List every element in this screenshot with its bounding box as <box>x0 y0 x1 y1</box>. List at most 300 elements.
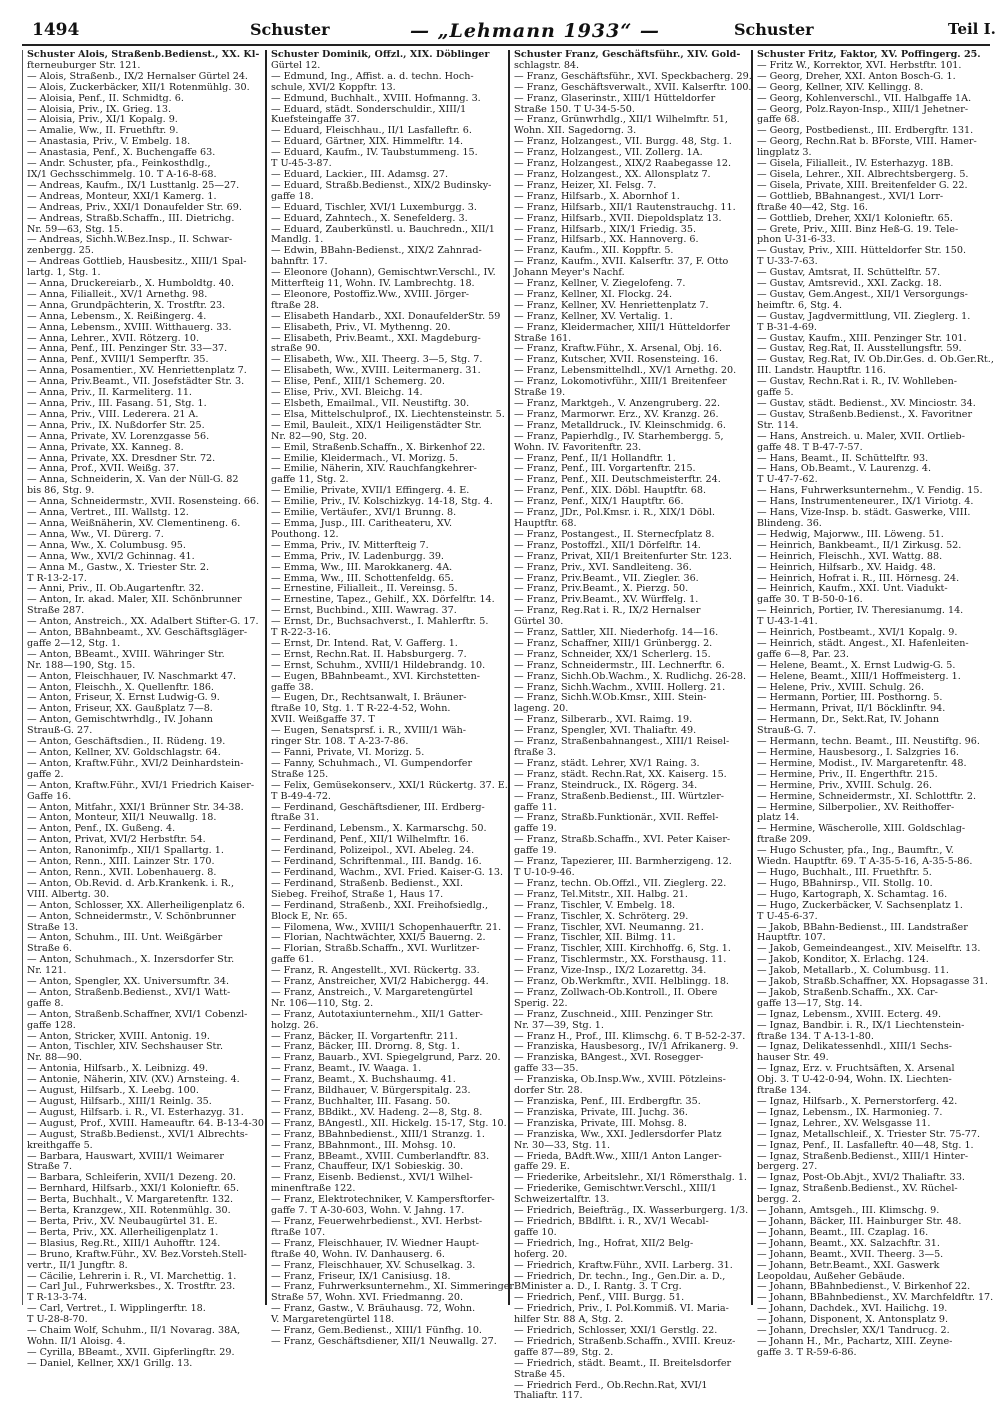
directory-entry: — Franz, Buchhalter, III. Fasang. 50. <box>271 1096 451 1107</box>
directory-entry: gaffe 48. T B-47-7-57. <box>757 441 863 453</box>
directory-entry: — Franz, Zollwach-Ob.Kontroll., II. Obere <box>514 986 718 998</box>
directory-entry: — Jakob, Straßb.Schaffner, XX. Hopsagasse 31. <box>757 976 988 988</box>
directory-entry: — Franz, Bauarb., XVI. Spiegelgrund, Parz. 20. <box>271 1052 501 1064</box>
directory-entry: — Ignaz, Penf., II. Lasfalleftr. 40—48, Stg. 1. <box>757 1139 974 1151</box>
directory-entry: — Andreas, Monteur, XXI/1 Kamerg. 1. <box>27 190 217 202</box>
directory-entry: — Johann, BBahnbedienst., XV. Marchfeldftr. 17. <box>757 1292 994 1304</box>
directory-entry: — Ignaz, Lebensm., IX. Harmonieg. 7. <box>757 1106 943 1118</box>
directory-entry: — Anton, Geschäftsdien., II. Rüdeng. 19. <box>27 736 226 748</box>
directory-entry: — Ernestine, Tapez., Gehilf., XX. Dörfelftr. 14. <box>271 594 495 606</box>
directory-entry: — Gisela, Private, XIII. Breitenfelder G. 22. <box>757 179 968 191</box>
directory-entry: — Carl, Vertret., I. Wipplingerftr. 18. <box>27 1303 206 1315</box>
directory-entry: T U-28-8-70. <box>27 1314 88 1326</box>
directory-entry: — Ferdinand, Geschäftsdiener, III. Erdberg- <box>271 801 485 813</box>
directory-entry: — Hugo, Zuckerbäcker, V. Sachsenplatz 1. <box>757 899 963 911</box>
directory-entry: — Franz, Metalldruck., IV. Kleinschmidg. 6. <box>514 419 726 431</box>
directory-entry: — Franz, Hilfsarb., X. Abornhof 1. <box>514 190 680 202</box>
column-1 <box>22 49 265 1369</box>
directory-entry: kreithgaffe 5. <box>27 1139 93 1151</box>
directory-entry: — Barbara, Hauswart, XVIII/1 Weimarer <box>27 1150 224 1162</box>
directory-entry: — Hermine, Hausbesorg., I. Salzgries 16. <box>757 747 959 758</box>
directory-entry: — Eleonore (Johann), Gemischtwr.Verschl., IV. <box>271 267 496 279</box>
directory-entry: — Anna M., Gastw., X. Triester Str. 2. <box>27 561 210 573</box>
directory-entry: — Hugo, Kartograph, X. Schamtag. 16. <box>757 888 948 900</box>
directory-entry: — Emilie, Priv., IV. Kolschizkyg. 14-18, Stg. 4. <box>271 496 493 508</box>
directory-entry: — Franz, Hilfsarb., XII/1 Rautenstrauchg. 11. <box>514 201 736 213</box>
directory-entry: — Eduard, Kaufm., IV. Taubstummeng. 15. <box>271 147 478 159</box>
directory-entry: — Heinrich, Postbeamt., XVI/1 Kopalg. 9. <box>757 627 958 639</box>
directory-entry: — Eduard, Zahntech., X. Senefelderg. 3. <box>271 212 468 224</box>
directory-entry: — Franz, Grünwrhdlg., XII/1 Wilhelmftr. 51, <box>514 114 728 126</box>
directory-entry: — Anton, Schuhmach., X. Inzersdorfer Str. <box>27 954 235 966</box>
directory-entry: — Hans, Ob.Beamt., V. Laurenzg. 4. <box>757 463 932 475</box>
directory-entry: — Heinrich, Portier, IV. Theresianumg. 14. <box>757 605 964 617</box>
directory-entry: — Anna, Prof., XVII. Weißg. 37. <box>27 463 180 475</box>
directory-entry: — Anna, Private, XX. Dresdner Str. 72. <box>27 452 216 464</box>
directory-entry: — Franz, Kraftw.Führ., X. Arsenal, Obj. 16. <box>514 343 723 355</box>
directory-entry: — Emma, Priv., IV. Ladenburgg. 39. <box>271 550 444 562</box>
directory-entry: — Hermine, Silberpolier., XV. Reithoffer- <box>757 801 955 813</box>
directory-entry: — Gustav, Jagdvermittlung, VII. Zieglerg. 1. <box>757 310 971 322</box>
directory-entry: gaffe 10. <box>514 1226 557 1238</box>
directory-entry: — Franz, Straßb.Funktionär., XVII. Reffel- <box>514 812 719 824</box>
directory-entry: ftraße 28. <box>271 299 320 311</box>
directory-entry: gaffe 8. <box>27 997 64 1009</box>
directory-entry: — Anni, Priv., II. Ob.Augartenftr. 32. <box>27 583 204 595</box>
directory-entry: ftraße 134. <box>757 1085 812 1097</box>
directory-entry: Strauß-G. 7. <box>757 725 817 737</box>
directory-entry: — Franz, Hilfsarb., XVII. Diepoldsplatz 13. <box>514 212 722 224</box>
directory-entry: — Georg, Postbedienst., III. Erdbergftr. 131. <box>757 125 974 137</box>
directory-entry: hauser Str. 49. <box>757 1052 829 1064</box>
directory-entry: Straße 6. <box>27 943 73 955</box>
directory-entry: — Anna, Druckereiarb., X. Humboldtg. 40. <box>27 278 235 290</box>
directory-entry: ftraße 40—42, Stg. 16. <box>757 201 868 213</box>
directory-entry: — Franz, Kaufm., XVII. Kalserftr. 37, F. Otto <box>514 256 729 268</box>
directory-entry: — Johann, Beamt., XVII. Theerg. 3—5. <box>757 1248 944 1260</box>
directory-entry: — Franz, Geschäftsverwalt., XVII. Kalserftr. 100. <box>514 81 752 93</box>
directory-entry: gaffe 3. T R-59-6-86. <box>757 1346 857 1358</box>
directory-entry: Straße 19. <box>514 387 566 399</box>
directory-entry: T B-31-4-69. <box>757 321 817 333</box>
directory-entry: — Anastasia, Penf., X. Buchengaffe 63. <box>27 147 216 159</box>
directory-entry: ftraße 209. <box>757 834 812 846</box>
directory-entry: — Jakob, Metallarb., X. Columbusg. 11. <box>757 965 949 977</box>
directory-entry: Kuefsteingaffe 37. <box>271 114 360 126</box>
directory-entry: — Hans, Instrumenteneurer., IX/1 Viriotg. 4. <box>757 496 974 508</box>
directory-entry: — Ernst, Rechn.Rat. II. Habsburgerg. 7. <box>271 648 467 660</box>
directory-entry: — Berta, Priv., XV. Neubaugürtel 31. E. <box>27 1215 218 1227</box>
directory-entry: gaffe 7. T A-30-603, Wohn. V. Jahng. 17. <box>271 1205 465 1217</box>
directory-entry: Straße 45. <box>514 1368 566 1380</box>
directory-entry: ftraße 107. <box>271 1226 326 1238</box>
directory-entry: — Franz, Penf., XIX/1 Hauptftr. 66. <box>514 496 684 508</box>
directory-entry: — Emma, Ww., III. Schottenfeldg. 65. <box>271 572 454 584</box>
directory-entry: — Franz, Bildhauer, V. Bürgerspitalg. 23. <box>271 1085 471 1097</box>
directory-entry: — Johann, BBahnbedienst., V. Birkenhof 22. <box>757 1281 971 1293</box>
directory-entry: gaffe 18. <box>271 190 314 202</box>
directory-entry: — Franz, Kellner, XV. Vertalig. 1. <box>514 310 673 322</box>
directory-entry: — Ferdinand, Polizeipol., XVI. Abeleg. 24. <box>271 845 475 857</box>
directory-entry: — Cäcilie, Lehrerin i. R., VI. Marchettig. 1. <box>27 1270 237 1282</box>
directory-entry: — Emma, Priv., IV. Mitterfteig 7. <box>271 539 429 551</box>
directory-entry: — Anna, Posamentier., XV. Henriettenplatz 7. <box>27 365 247 377</box>
directory-entry: — Franz, Fleischhauer, XV. Schuselkag. 3. <box>271 1259 476 1271</box>
directory-entry: Wohn. IV. Favoritenftr. 23. <box>514 441 642 453</box>
directory-entry: — Anna, Lehrer., XVII. Rötzerg. 10. <box>27 332 200 344</box>
directory-entry: gaffe 5. <box>757 387 794 399</box>
directory-entry: — Franz, Priv., XVI. Sandleiteng. 36. <box>514 561 692 573</box>
directory-entry: — Anton, Friseur, XX. Gaußplatz 7—8. <box>27 703 213 715</box>
directory-entry: — Friedrich, Kraftw.Führ., XVII. Larberg. 31. <box>514 1259 733 1271</box>
column-3 <box>508 49 752 1402</box>
directory-entry: — Anna, Priv.Beamt., VII. Josefstädter Str. 3. <box>27 376 245 388</box>
directory-entry: — Franz, Kutscher, XVII. Rosensteing. 16. <box>514 354 719 366</box>
directory-entry: — Berta, Kranzgew., XII. Rotenmühlg. 30. <box>27 1205 231 1217</box>
directory-entry: Hauptftr. 107. <box>757 932 826 944</box>
directory-entry: — Franziska, Private, III. Juchg. 36. <box>514 1106 688 1118</box>
directory-entry: — Anton, Straßenb.Bedienst., XVI/1 Watt- <box>27 986 231 998</box>
directory-entry: gaffe 61. <box>271 954 314 966</box>
directory-entry: — Friedrich, Schlosser, XXI/1 Gerstlg. 22. <box>514 1325 718 1337</box>
publication-title: — „Lehmann 1933“ — <box>410 20 660 42</box>
directory-entry: — Hans, Fuhrwerksunternehm., V. Fendig. 15. <box>757 485 983 497</box>
directory-entry: — Franz, Holzangest., VII. Zollerg. 1A. <box>514 147 703 159</box>
directory-entry: — Johann, Disponent, X. Antonsplatz 9. <box>757 1314 949 1326</box>
directory-entry: — Gustav, Rechn.Rat i. R., IV. Wohlleben- <box>757 376 958 388</box>
directory-entry: — Antonia, Hilfsarb., X. Leibnizg. 49. <box>27 1063 209 1075</box>
directory-entry: — Johann, Drechsler, XX/1 Tandrucg. 2. <box>757 1325 950 1337</box>
directory-entry: — Franz, Elektrotechniker, V. Kampersftorfer- <box>271 1194 495 1206</box>
directory-entry: Schuster Franz, Geschäftsführ., XIV. Gold- <box>514 49 741 60</box>
directory-entry: — Elisabeth, Priv.Beamt., XXI. Magdeburg- <box>271 332 481 344</box>
directory-entry: — August, Hilfsarb., XIII/1 Reinlg. 35. <box>27 1096 212 1107</box>
directory-entry: — Franz, BBahnbedienst., XIII/1 Stranzg. 1. <box>271 1128 485 1140</box>
directory-entry: — Eduard, Zauberkünstl. u. Bauchredn., XII/1 <box>271 223 495 235</box>
directory-entry: — Anton, Renn., XVII. Lobenhauerg. 8. <box>27 866 217 878</box>
directory-entry: — Hugo, BBahnirsp., VII. Stollg. 10. <box>757 877 933 889</box>
directory-entry: Nr. 30—33, Stg. 11. <box>514 1139 611 1151</box>
directory-entry: — Amalie, Ww., II. Fruethftr. 9. <box>27 125 179 137</box>
directory-entry: — Barbara, Schleiferin, XVII/1 Dezeng. 20. <box>27 1172 236 1184</box>
directory-entry: — Aloisia, Penf., II. Schmidtg. 6. <box>27 92 184 104</box>
directory-entry: — Anna, Priv., IX. Nußdorfer Str. 25. <box>27 419 205 431</box>
directory-entry: — Anna, Weißnäherin, XV. Clementineng. 6. <box>27 517 241 529</box>
directory-entry: — Franz, Geschäftsdiener, XII/1 Neuwallg. 27. <box>271 1335 497 1347</box>
directory-entry: — Friedrich, Beiefträg., IX. Wasserburgerg. 1/3. <box>514 1205 749 1217</box>
directory-entry: — Eugen, BBahnbeamt., XVI. Kirchstetten- <box>271 670 481 682</box>
directory-entry: — Anton, Mitfahr., XXI/1 Brünner Str. 34-38. <box>27 801 244 813</box>
directory-entry: gaffe 87—89, Stg. 2. <box>514 1346 614 1358</box>
directory-entry: — Franziska, BAngest., XVI. Rosegger- <box>514 1052 704 1064</box>
directory-entry: — Andreas Gottlieb, Hausbesitz., XIII/1 Spal- <box>27 256 247 268</box>
directory-entry: — Georg, Rechn.Rat b. BForste, VIII. Hamer- <box>757 136 977 148</box>
directory-entry: — Eleonore, Postoffiz.Ww., XVIII. Jörger- <box>271 288 470 300</box>
directory-entry: — Elsbeth, Emailmal., VII. Neustiftg. 30. <box>271 398 470 409</box>
directory-entry: IX/1 Gechsschimmelg. 10. T A-16-8-68. <box>27 168 217 180</box>
directory-entry: ftraße 134. T A-13-1-80. <box>757 1030 874 1042</box>
directory-entry: — Friederike, Gemischtwr.Verschl., XIII/1 <box>514 1183 717 1195</box>
directory-entry: — Anna, Schneiderin, X. Van der Nüll-G. 82 <box>27 474 239 486</box>
directory-entry: Block E, Nr. 65. <box>271 910 348 922</box>
directory-entry: — Franz, Papierhdlg., IV. Starhembergg. 5, <box>514 430 724 442</box>
directory-entry: Gaffe 16. <box>27 790 72 802</box>
directory-entry: — Elisabeth Handarb., XXI. DonaufelderStr. 59 <box>271 310 501 322</box>
directory-entry: — Elisabeth, Ww., XII. Theerg. 3—5, Stg. 7. <box>271 354 483 366</box>
directory-entry: — Franz, Holzangest., XX. Allonsplatz 7. <box>514 168 711 180</box>
directory-entry: — Georg, Kellner, XIV. Kellingg. 8. <box>757 81 924 93</box>
directory-entry: — Franz, Chauffeur, IX/1 Sobieskig. 30. <box>271 1161 464 1173</box>
directory-entry: — Anna, Private, XX. Kanneg. 8. <box>27 441 184 453</box>
directory-entry: Pouthong. 12. <box>271 528 339 540</box>
directory-entry: — Emilie, Näherin, XIV. Rauchfangkehrer- <box>271 463 477 475</box>
directory-entry: gaffe 68. <box>757 114 800 126</box>
directory-entry: — Anton, Straßenb.Schaffner, XVI/1 Cobenzl- <box>27 1008 248 1020</box>
directory-entry: — Anna, Private, XV. Lorenzgasse 56. <box>27 430 210 442</box>
directory-entry: — Edmund, Buchhalt., XVIII. Hofmanng. 3. <box>271 92 481 104</box>
column-4 <box>751 49 994 1358</box>
directory-entry: ftraße 40, Wohn. IV. Danhauserg. 6. <box>271 1248 445 1260</box>
directory-entry: — Anton, BBahnbeamt., XV. Geschäftsgläger- <box>27 627 248 639</box>
directory-entry: — Anna, Schneidermstr., XVII. Rosensteing. 66. <box>27 496 260 508</box>
directory-entry: — Franz, Beamt., IV. Waaga. 1. <box>271 1063 422 1075</box>
directory-entry: schlagstr. 84. <box>514 59 580 71</box>
directory-entry: — Anna, Priv., II. Karmeliterg. 11. <box>27 387 192 399</box>
directory-entry: — Franz, BBahnmont., III. Mohsg. 10. <box>271 1139 456 1151</box>
directory-entry: — Anton, Penf., IX. Gußeng. 4. <box>27 823 176 835</box>
directory-entry: — Emil, Straßenb.Schaffn., X. Birkenhof 22. <box>271 441 486 453</box>
directory-entry: — Franz, Spengler, XVI. Thaliaftr. 49. <box>514 725 697 737</box>
directory-entry: Schuster Dominik, Offzl., XIX. Döblinger <box>271 49 490 60</box>
directory-entry: hoferg. 20. <box>514 1248 568 1260</box>
directory-entry: — Ignaz, Lebensm., XVIII. Ecterg. 49. <box>757 1008 942 1020</box>
directory-entry: — Franz, Steindruck., IX. Rögerg. 34. <box>514 779 698 791</box>
directory-entry: — Georg, Polz.Rayon-Insp., XIII/1 Jehetner- <box>757 103 969 115</box>
directory-entry: T U-43-1-41. <box>757 616 818 628</box>
directory-entry: — Franz, Penf., III. Vorgartenftr. 215. <box>514 463 696 475</box>
directory-entry: — Franz, Penf., XII. Deutschmeisterftr. 24. <box>514 474 721 486</box>
directory-entry: — Franz, Tischlermstr., XX. Forsthausg. 11. <box>514 954 727 966</box>
directory-entry: — Franz, Schneidermstr., III. Lechnerftr. 6. <box>514 659 725 671</box>
directory-entry: — Hans, Beamt., II. Schüttelftr. 93. <box>757 452 929 464</box>
directory-entry: — Hermann, techn. Beamt., III. Neustiftg. 96. <box>757 736 980 748</box>
directory-entry: — Franz, Gastw., V. Bräuhausg. 72, Wohn. <box>271 1303 476 1315</box>
directory-entry: Nr. 106—110, Stg. 2. <box>271 997 374 1009</box>
directory-entry: — Franz, Kellner, XV. Henriettenplatz 7. <box>514 299 709 311</box>
directory-entry: — Jakob, BBahn-Bedienst., III. Landstraßer <box>757 921 968 933</box>
directory-entry: gaffe 2. <box>27 768 64 780</box>
directory-entry: bis 86, Stg. 9. <box>27 485 95 497</box>
directory-entry: — Franz, Tel.Mitstr., XII. Halbg. 21. <box>514 888 688 900</box>
directory-entry: ftraße 3. <box>514 747 557 758</box>
directory-entry: — Anton, Kellner, XV. Goldschlagstr. 64. <box>27 747 221 758</box>
directory-entry: — Franz H., Prof., III. Klimschg. 6. T B-52-2-37. <box>514 1030 746 1042</box>
directory-entry: — Franz, Straßb.Schaffn., XVI. Peter Kaiser- <box>514 834 731 846</box>
directory-entry: — Anton, BBeamt., XVIII. Währinger Str. <box>27 648 225 660</box>
directory-entry: — Franz, techn. Ob.Offzl., VII. Zieglerg. 22. <box>514 877 727 889</box>
directory-entry: — Franz, Eisenb. Bedienst., XVI/1 Wilhel- <box>271 1172 473 1184</box>
directory-entry: — Anton, Stricker, XVIII. Antonig. 19. <box>27 1030 210 1042</box>
directory-entry: — Franz, Postangest., II. Sternecfplatz 8. <box>514 528 715 540</box>
directory-entry: — Franz, Priv.Beamt., VII. Ziegler. 36. <box>514 572 699 584</box>
directory-entry: — Gustav, Kaufm., XIII. Penzinger Str. 101. <box>757 332 967 344</box>
directory-entry: — Franz, Heizer, XI. Felsg. 7. <box>514 179 657 191</box>
directory-entry: — Franz, BAngestl., XII. Hickelg. 15-17, Stg. 10. <box>271 1117 507 1129</box>
directory-entry: — Franz, Kleidermacher, XIII/1 Hütteldorfer <box>514 321 730 333</box>
directory-entry: — Eduard, Lackier., III. Adamsg. 27. <box>271 168 448 180</box>
directory-entry: Nr. 37—39, Stg. 1. <box>514 1019 604 1031</box>
directory-entry: — Franz, städt. Rechn.Rat, XX. Kaiserg. 15. <box>514 768 727 780</box>
directory-entry: — Ignaz, Bandbir. i. R., IX/1 Liechtenstein- <box>757 1019 965 1031</box>
directory-entry: gaffe 30. T B-50-0-16. <box>757 594 863 606</box>
directory-entry: — Franz, Holzangest., XIX/2 Raabegasse 12. <box>514 158 732 170</box>
directory-entry: — Andr. Schuster, pfa., Feinkosthdlg., <box>27 158 211 170</box>
directory-entry: — Franz, Lebensmittelhdl., XV/1 Arnethg. 20. <box>514 365 737 377</box>
directory-entry: — Anna, Vertret., III. Wallstg. 12. <box>27 507 189 519</box>
directory-entry: — Anna, Penf., III. Penzinger Str. 33—37. <box>27 343 228 355</box>
directory-entry: — Anna, Priv., III. Fasang. 51, Stg. 1. <box>27 398 207 409</box>
directory-entry: Nr. 88—90. <box>27 1052 83 1064</box>
directory-entry: Straße 125. <box>271 768 329 780</box>
directory-entry: hilfer Str. 88 A, Stg. 2. <box>514 1314 624 1326</box>
directory-entry: — Heinrich, Bankbeamt., II/1 Zirkusg. 52. <box>757 539 962 551</box>
directory-entry: Straße 287. <box>27 605 85 617</box>
directory-entry: T R-22-3-16. <box>271 627 331 639</box>
directory-entry: — Ignaz, Lehrer., XV. Welsgasse 11. <box>757 1117 931 1129</box>
directory-entry: — Eduard, städt. Sonderschuldir., XIII/1 <box>271 103 467 115</box>
directory-entry: — Eduard, Fleischhau., II/1 Lasfalleftr. 6. <box>271 125 472 137</box>
directory-entry: — Gustav, Straßenb.Bedienst., X. Favoritner <box>757 408 973 420</box>
directory-entry: vertr., II/1 Jungftr. 8. <box>27 1259 128 1271</box>
directory-entry: — Anton, Spengler, XX. Universumftr. 34. <box>27 976 230 988</box>
directory-entry: T U-33-7-63. <box>757 256 818 268</box>
directory-entry: — Franziska, Hausbesorg., IV/1 Afrikanerg. 9. <box>514 1041 739 1053</box>
directory-entry: — Friedrich, Dr. techn., Ing., Gen.Dir. a. D., <box>514 1270 726 1282</box>
directory-entry: — Johann, Beamt., III. Czaplag. 16. <box>757 1226 929 1238</box>
directory-entry: — Ignaz, Delikatessenhdl., XIII/1 Sechs- <box>757 1041 952 1053</box>
directory-entry: — Ferdinand, Penf., XII/1 Wilhelmftr. 16. <box>271 834 469 846</box>
directory-entry: Siebeg. Freihof, Straße 1, Haus 17. <box>271 888 444 900</box>
directory-entry: — Franz, Gem.Bedienst., XIII/1 Fünfhg. 10. <box>271 1325 482 1337</box>
directory-entry: zenbergg. 25. <box>27 245 94 257</box>
directory-entry: — Felix, Gemüsekonserv., XXI/1 Rückertg. 37. E. <box>271 779 508 791</box>
directory-entry: — Johann, Betr.Beamt., XXI. Gaswerk <box>757 1259 940 1271</box>
directory-entry: — Elise, Penf., XIII/1 Schemerg. 20. <box>271 376 445 388</box>
directory-entry: lartg. 1, Stg. 1. <box>27 267 101 279</box>
directory-entry: — Franz, BBdikt., XV. Hadeng. 2—8, Stg. 8. <box>271 1106 483 1118</box>
directory-entry: schule, XVI/2 Koppftr. 13. <box>271 81 396 93</box>
directory-entry: Straße 7. <box>27 1161 73 1173</box>
directory-entry: — Hermine, Priv., XVIII. Schulg. 26. <box>757 779 933 791</box>
directory-entry: — Hans, Anstreich. u. Maler, XVII. Ortlieb- <box>757 430 965 442</box>
directory-entry: — Ernestine, Filialleit., II. Vereinsg. 5. <box>271 583 458 595</box>
directory-entry: — Eduard, Tischler, XVI/1 Luxemburgg. 3. <box>271 201 477 213</box>
directory-entry: — Franz, Hilfsarb., XIX/1 Friedig. 35. <box>514 223 697 235</box>
directory-entry: — Elise, Priv., XVI. Bleichg. 14. <box>271 387 423 399</box>
directory-entry: — Franz, Beamt., X. Buchshaumg. 41. <box>271 1074 456 1086</box>
directory-entry: Straße 13. <box>27 921 79 933</box>
directory-entry: Strauß-G. 27. <box>27 725 93 737</box>
directory-entry: — Edmund, Ing., Affist. a. d. techn. Hoch- <box>271 70 474 82</box>
directory-entry: — Franz, Reg.Rat i. R., IX/2 Hernalser <box>514 605 701 617</box>
directory-entry: — Anna, Ww., VI. Dürerg. 7. <box>27 528 164 540</box>
directory-entry: — Emilie, Vertäufer., XVI/1 Brunng. 8. <box>271 507 457 519</box>
directory-entry: bergg. 2. <box>757 1194 801 1206</box>
directory-entry: — Gottlieb, Dreher, XXI/1 Kolonieftr. 65. <box>757 212 953 224</box>
directory-entry: — Franz, Glaserinstr., XIII/1 Hütteldorfer <box>514 92 716 104</box>
directory-entry: — Ernst, Dr. Intend. Rat, V. Gafferg. 1. <box>271 637 458 649</box>
directory-entry: Mandlg. 1. <box>271 234 324 246</box>
directory-entry: — Ferdinand, Lebensm., X. Karmarschg. 50. <box>271 823 487 835</box>
directory-entry: — Franz, Anstreich., V. Margaretengürtel <box>271 986 473 998</box>
directory-entry: gaffe 38. <box>271 681 314 693</box>
directory-entry: T U-10-9-46. <box>514 866 575 878</box>
directory-entry: — Gustav, städt. Bedienst., XV. Minciostr. 34. <box>757 398 976 409</box>
directory-entry: — Franz, Friseur, IX/1 Canisiusg. 18. <box>271 1270 451 1282</box>
directory-entry: heimftr. 6, Stg. 4. <box>757 299 843 311</box>
directory-entry: Str. 114. <box>757 419 799 431</box>
directory-entry: — Andreas, Straßb.Schaffn., III. Dietrichg. <box>27 212 235 224</box>
directory-entry: — Franz, Hilfsarb., XX. Hannoverg. 6. <box>514 234 699 246</box>
directory-entry: — Helene, Beamt., X. Ernst Ludwig-G. 5. <box>757 659 956 671</box>
directory-entry: — Gustav, Reg.Rat, IV. Ob.Dir.Ges. d. Ob.Ger.Rt., <box>757 354 994 366</box>
directory-entry: — Friedrich, Straßenb.Schaffn., XVIII. Kreuz- <box>514 1335 736 1347</box>
directory-entry: — Franz, Sichh.Ob.Wachm., X. Rudlichg. 26-28. <box>514 670 747 682</box>
directory-entry: — Franz, Sichh.Wachm., XVIII. Hollerg. 21. <box>514 681 726 693</box>
directory-entry: — Franz, Fleischhauer, IV. Wiedner Haupt- <box>271 1237 479 1249</box>
directory-entry: — Franz, Schneider, XX/1 Scherlerg. 15. <box>514 648 711 660</box>
directory-entry: — Ignaz, Post-Ob.Abjt., XVI/2 Thaliaftr. 33. <box>757 1172 965 1184</box>
directory-entry: — Ferdinand, Wachm., XVI. Fried. Kaiser-G. 13. <box>271 866 504 878</box>
directory-entry: — Berta, Priv., XX. Allerheiligenplatz 1. <box>27 1226 219 1238</box>
directory-entry: phon U-31-6-33. <box>757 234 836 246</box>
directory-entry: XVII. Weißgaffe 37. T <box>271 714 375 726</box>
directory-entry: — Franziska, Ob.Insp.Ww., XVIII. Pötzleins- <box>514 1074 726 1086</box>
directory-entry: — Anton, Ranonimfp., XII/1 Spallartg. 1. <box>27 845 224 857</box>
directory-entry: — August, Hilfsarb., X. Leebg. 100. <box>27 1085 199 1097</box>
directory-entry: — Franz, R. Angestellt., XVI. Rückertg. 33. <box>271 965 480 977</box>
directory-entry: — Friedrich, städt. Beamt., II. Breitelsdorfer <box>514 1357 732 1369</box>
directory-entry: — Jakob, Straßenb.Schaffn., XX. Car- <box>757 986 938 998</box>
directory-entry: — Anton, Kraftw.Führ., XVI/2 Deinhardstein- <box>27 757 244 769</box>
directory-entry: — Franz, Autotaxiunternehm., XII/1 Gatter- <box>271 1008 483 1020</box>
directory-entry: — Friedrich, Penf., VIII. Burgg. 51. <box>514 1292 685 1304</box>
directory-entry: — Hermine, Modist., IV. Margaretenftr. 48. <box>757 757 967 769</box>
directory-entry: lageng. 20. <box>514 703 569 715</box>
directory-entry: — Andreas, Priv., XXI/1 Donaufelder Str. 69. <box>27 201 242 213</box>
directory-entry: — Franz, Marmorwr. Erz., XV. Kranzg. 26. <box>514 408 719 420</box>
directory-entry: — Anna, Filialleit., XV/1 Arnethg. 98. <box>27 288 208 300</box>
directory-entry: — Elisabeth, Priv., VI. Mythenng. 20. <box>271 321 451 333</box>
directory-entry: T R-13-3-74. <box>27 1292 87 1304</box>
directory-entry: — Eugen, Dr., Rechtsanwalt, I. Bräuner- <box>271 692 467 704</box>
directory-entry: — Fanny, Schuhmach., VI. Gumpendorfer <box>271 757 473 769</box>
part-label: Teil I. <box>948 20 996 38</box>
directory-entry: Johann Meyer's Nachf. <box>514 267 625 279</box>
page-number: 1494 <box>32 20 80 40</box>
directory-entry: — Andreas, Kaufm., IX/1 Lusttanlg. 25—27. <box>27 179 240 191</box>
directory-entry: — Franz, Postoffzl., XII/1 Dörfelftr. 14. <box>514 539 701 551</box>
directory-entry: — Anton, Schneidermstr., V. Schönbrunner <box>27 910 236 922</box>
directory-entry: gaffe 2—12, Stg. 1. <box>27 637 121 649</box>
directory-entry: — Ferdinand, Straßenb., XXI. Freihofsiedlg., <box>271 899 489 911</box>
directory-entry: — Franziska, Ww., XXI. Jedlersdorfer Platz <box>514 1128 722 1140</box>
directory-entry: — Berta, Buchhalt., V. Margaretenftr. 132. <box>27 1194 234 1206</box>
directory-entry: straße 90. <box>271 343 321 355</box>
directory-entry: — Johann, Dachdek., XVI. Hailichg. 19. <box>757 1303 948 1315</box>
directory-entry: — Aloisia, Priv., XI/1 Kopalg. 9. <box>27 114 178 126</box>
directory-entry: — Carl Jul., Fuhrwerksbes., X. Trostftr. 23. <box>27 1281 236 1293</box>
